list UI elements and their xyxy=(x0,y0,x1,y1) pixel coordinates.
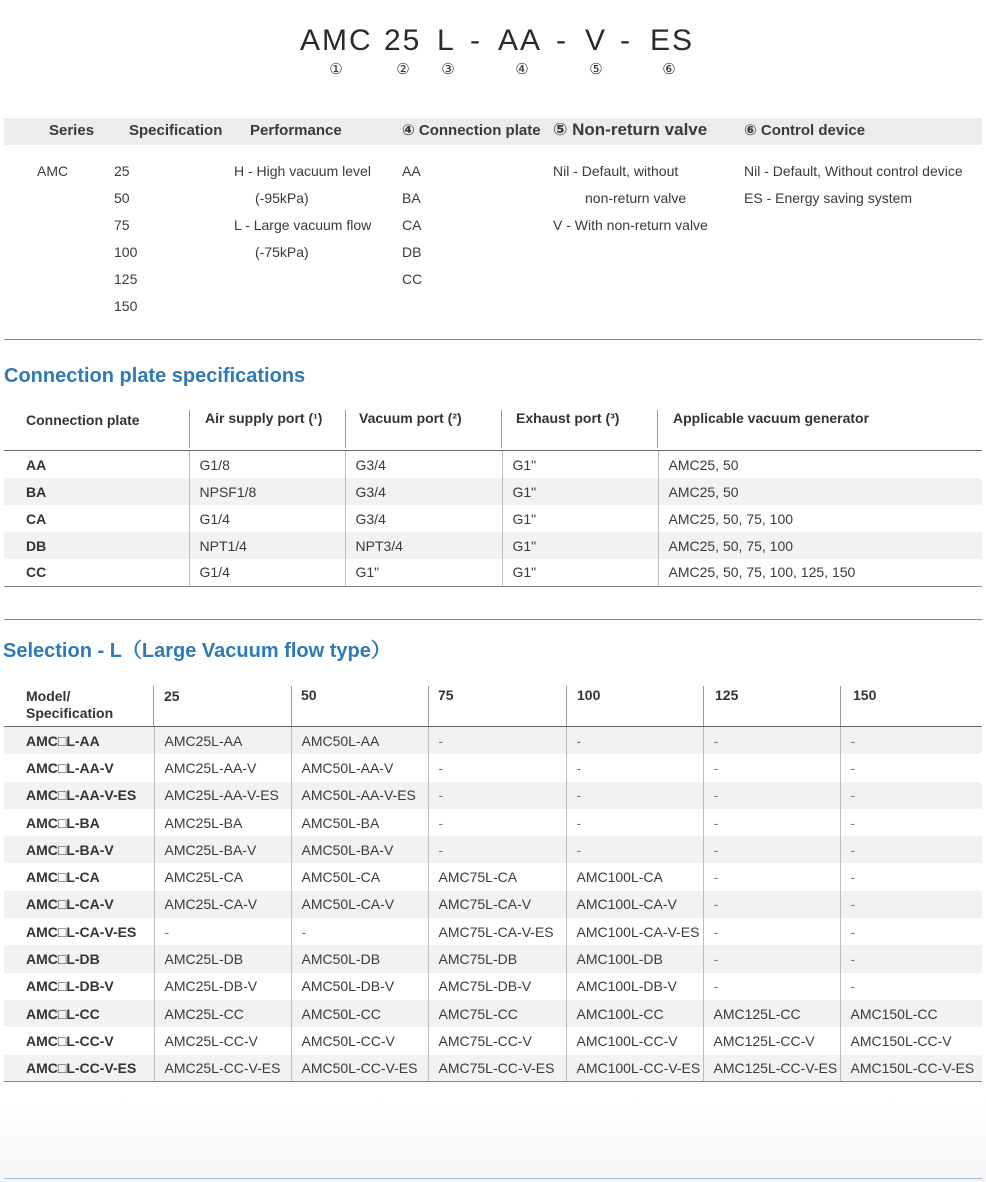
plate-item: CC xyxy=(402,271,423,287)
spec-100-cell: - xyxy=(566,754,703,781)
spec-list xyxy=(114,158,137,320)
spec-125-cell: - xyxy=(703,863,840,890)
table-row xyxy=(4,782,982,809)
plate-item: BA xyxy=(402,190,421,206)
spec-150-cell: AMC150L-CC-V xyxy=(840,1027,982,1054)
generator-cell: AMC25, 50 xyxy=(658,451,982,478)
spec-item: 25 xyxy=(114,163,130,179)
col-header: Connection plate xyxy=(26,412,140,428)
model-cell: AMC□L-CC xyxy=(4,1000,154,1027)
performance-large-value: (-75kPa) xyxy=(255,244,309,260)
spec-75-cell: - xyxy=(428,727,566,754)
spec-125-cell: - xyxy=(703,754,840,781)
spec-item: 150 xyxy=(114,298,138,314)
spec-75-cell: AMC75L-CC-V-ES xyxy=(428,1055,566,1082)
spec-50-cell: AMC50L-AA xyxy=(291,727,428,754)
spec-150-cell: - xyxy=(840,809,982,836)
spec-25-cell: AMC25L-AA-V-ES xyxy=(154,782,291,809)
model-cell: AMC□L-CC-V-ES xyxy=(4,1055,154,1082)
col-divider xyxy=(501,410,502,448)
spec-75-cell: - xyxy=(428,754,566,781)
col-divider xyxy=(291,686,292,726)
col-header: Exhaust port (³) xyxy=(516,410,620,426)
col-divider xyxy=(703,686,704,726)
spec-25-cell: AMC25L-DB xyxy=(154,945,291,972)
spec-150-cell: - xyxy=(840,754,982,781)
spec-item: 75 xyxy=(114,217,130,233)
marker-1: ① xyxy=(329,61,343,78)
code-dash: - xyxy=(620,24,632,57)
col-divider xyxy=(566,686,567,726)
spec-100-cell: AMC100L-DB-V xyxy=(566,973,703,1000)
spec-50-cell: AMC50L-CA-V xyxy=(291,891,428,918)
spec-150-cell: - xyxy=(840,918,982,945)
spec-100-cell: - xyxy=(566,727,703,754)
air-supply-cell: G1/4 xyxy=(189,505,345,532)
col-header: 25 xyxy=(164,688,180,704)
spec-50-cell: AMC50L-DB xyxy=(291,945,428,972)
spec-50-cell: AMC50L-CC xyxy=(291,1000,428,1027)
header-performance: Performance xyxy=(250,122,342,139)
spec-100-cell: AMC100L-CC-V xyxy=(566,1027,703,1054)
spec-50-cell: AMC50L-CC-V xyxy=(291,1027,428,1054)
table-row xyxy=(4,1055,982,1082)
spec-125-cell: AMC125L-CC-V xyxy=(703,1027,840,1054)
spec-25-cell: - xyxy=(154,918,291,945)
spec-50-cell: AMC50L-BA-V xyxy=(291,836,428,863)
spec-125-cell: AMC125L-CC-V-ES xyxy=(703,1055,840,1082)
exhaust-port-cell: G1" xyxy=(502,505,658,532)
spec-150-cell: - xyxy=(840,782,982,809)
connection-plate-table xyxy=(4,451,982,587)
spec-100-cell: AMC100L-CA xyxy=(566,863,703,890)
spec-100-cell: - xyxy=(566,809,703,836)
spec-125-cell: - xyxy=(703,836,840,863)
generator-cell: AMC25, 50, 75, 100, 125, 150 xyxy=(658,559,982,586)
generator-cell: AMC25, 50 xyxy=(658,478,982,505)
header-non-return-valve: ⑤ Non-return valve xyxy=(553,120,708,139)
spec-125-cell: - xyxy=(703,945,840,972)
plate-cell: CA xyxy=(26,510,47,527)
table-row xyxy=(4,451,982,478)
spec-150-cell: - xyxy=(840,891,982,918)
code-dash: - xyxy=(556,24,568,57)
col-header: Vacuum port (²) xyxy=(359,410,462,426)
spec-75-cell: - xyxy=(428,809,566,836)
air-supply-cell: G1/4 xyxy=(189,559,345,586)
table-row xyxy=(4,727,982,754)
table-row xyxy=(4,559,982,586)
model-cell: AMC□L-BA xyxy=(26,814,100,831)
spec-125-cell: - xyxy=(703,973,840,1000)
plate-item: DB xyxy=(402,244,422,260)
spec-150-cell: - xyxy=(840,945,982,972)
model-cell: AMC□L-BA-V xyxy=(4,836,154,863)
spec-125-cell: - xyxy=(703,727,840,754)
col-header: 150 xyxy=(853,687,877,703)
footer-rule xyxy=(4,1178,982,1179)
col-header: 100 xyxy=(577,687,601,703)
table-row xyxy=(4,945,982,972)
code-spec: 25 xyxy=(384,24,422,57)
air-supply-cell: NPSF1/8 xyxy=(189,478,345,505)
marker-4: ④ xyxy=(515,61,529,78)
table-row xyxy=(4,505,982,532)
page-footer-fade xyxy=(0,1100,986,1182)
section-title: Selection - L（Large Vacuum flow type） xyxy=(3,640,391,662)
spec-100-cell: AMC100L-CA-V xyxy=(566,891,703,918)
spec-125-cell: - xyxy=(703,891,840,918)
spec-100-cell: - xyxy=(566,836,703,863)
spec-50-cell: - xyxy=(291,918,428,945)
spec-150-cell: - xyxy=(840,863,982,890)
generator-cell: AMC25, 50, 75, 100 xyxy=(658,532,982,559)
col-header: Air supply port (¹) xyxy=(205,410,323,426)
table-row xyxy=(4,918,982,945)
control-nil: Nil - Default, Without control device xyxy=(744,163,963,179)
col-header: 75 xyxy=(438,687,454,703)
spec-25-cell: AMC25L-BA-V xyxy=(154,836,291,863)
spec-75-cell: AMC75L-CA-V-ES xyxy=(428,918,566,945)
marker-5: ⑤ xyxy=(589,61,603,78)
spec-25-cell: AMC25L-AA xyxy=(154,727,291,754)
header-specification: Specification xyxy=(129,122,223,139)
spec-25-cell: AMC25L-CC-V-ES xyxy=(154,1055,291,1082)
plate-cell: AA xyxy=(26,456,47,473)
air-supply-cell: G1/8 xyxy=(189,451,345,478)
air-supply-cell: NPT1/4 xyxy=(189,532,345,559)
spec-50-cell: AMC50L-CC-V-ES xyxy=(291,1055,428,1082)
control-es: ES - Energy saving system xyxy=(744,190,913,206)
plate-cell: DB xyxy=(4,532,189,559)
table-row xyxy=(4,891,982,918)
spec-125-cell: - xyxy=(703,782,840,809)
spec-25-cell: AMC25L-CC xyxy=(154,1000,291,1027)
spec-25-cell: AMC25L-CA xyxy=(154,863,291,890)
model-cell: AMC□L-AA-V-ES xyxy=(4,782,154,809)
table-row xyxy=(4,836,982,863)
marker-6: ⑥ xyxy=(662,61,676,78)
spec-75-cell: AMC75L-CA-V xyxy=(428,891,566,918)
table-row xyxy=(4,809,982,836)
valve-v: V - With non-return valve xyxy=(553,217,708,233)
table-row xyxy=(4,863,982,890)
col-divider xyxy=(840,686,841,726)
col-divider xyxy=(189,410,190,448)
spec-125-cell: - xyxy=(703,809,840,836)
connection-plate-list xyxy=(402,158,422,293)
spec-25-cell: AMC25L-BA xyxy=(154,809,291,836)
header-model-spec xyxy=(26,688,113,722)
col-header: 50 xyxy=(301,687,317,703)
table-row xyxy=(4,1027,982,1054)
spec-25-cell: AMC25L-CA-V xyxy=(154,891,291,918)
spec-100-cell: AMC100L-DB xyxy=(566,945,703,972)
spec-50-cell: AMC50L-BA xyxy=(291,809,428,836)
spec-125-cell: - xyxy=(703,918,840,945)
code-performance: L xyxy=(437,24,456,57)
spec-150-cell: - xyxy=(840,973,982,1000)
section-title: Connection plate specifications xyxy=(4,365,306,387)
spec-150-cell: AMC150L-CC-V-ES xyxy=(840,1055,982,1082)
series-value: AMC xyxy=(37,163,69,179)
code-series: AMC xyxy=(300,24,373,57)
generator-cell: AMC25, 50, 75, 100 xyxy=(658,505,982,532)
code-plate: AA xyxy=(498,24,543,57)
header-series: Series xyxy=(49,122,95,139)
vacuum-port-cell: G1" xyxy=(345,559,502,586)
spec-50-cell: AMC50L-AA-V xyxy=(291,754,428,781)
exhaust-port-cell: G1" xyxy=(502,451,658,478)
spec-50-cell: AMC50L-CA xyxy=(291,863,428,890)
performance-list xyxy=(234,158,371,266)
spec-150-cell: AMC150L-CC xyxy=(840,1000,982,1027)
table-row xyxy=(4,973,982,1000)
code-valve: V xyxy=(585,24,608,57)
spec-50-cell: AMC50L-AA-V-ES xyxy=(291,782,428,809)
performance-large: L - Large vacuum flow xyxy=(234,217,372,233)
header-control-device: ⑥ Control device xyxy=(744,122,866,139)
plate-cell: BA xyxy=(4,478,189,505)
marker-3: ③ xyxy=(441,61,455,78)
non-return-valve-list xyxy=(553,158,708,239)
divider xyxy=(4,619,982,620)
model-cell: AMC□L-DB-V xyxy=(26,978,114,995)
control-device-list xyxy=(744,158,963,212)
spec-125-cell: AMC125L-CC xyxy=(703,1000,840,1027)
table-row xyxy=(4,1000,982,1027)
spec-150-cell: - xyxy=(840,727,982,754)
exhaust-port-cell: G1" xyxy=(502,559,658,586)
spec-75-cell: AMC75L-CC xyxy=(428,1000,566,1027)
valve-nil: Nil - Default, without xyxy=(553,163,679,179)
vacuum-port-cell: G3/4 xyxy=(345,478,502,505)
exhaust-port-cell: G1" xyxy=(502,532,658,559)
spec-25-cell: AMC25L-CC-V xyxy=(154,1027,291,1054)
model-cell: AMC□L-CC-V xyxy=(26,1032,114,1049)
divider xyxy=(4,339,982,340)
table-row xyxy=(4,478,982,505)
spec-50-cell: AMC50L-DB-V xyxy=(291,973,428,1000)
table-row xyxy=(4,532,982,559)
vacuum-port-cell: G3/4 xyxy=(345,505,502,532)
code-control: ES xyxy=(650,24,695,57)
spec-item: 125 xyxy=(114,271,138,287)
model-cell: AMC□L-AA xyxy=(4,727,154,754)
model-cell: AMC□L-CA-V xyxy=(4,891,154,918)
header-connection-plate: ④ Connection plate xyxy=(402,122,541,139)
spec-item: 100 xyxy=(114,244,138,260)
plate-item: CA xyxy=(402,217,422,233)
spec-100-cell: AMC100L-CC xyxy=(566,1000,703,1027)
col-divider xyxy=(657,410,658,448)
spec-75-cell: - xyxy=(428,782,566,809)
spec-75-cell: AMC75L-CC-V xyxy=(428,1027,566,1054)
vacuum-port-cell: NPT3/4 xyxy=(345,532,502,559)
performance-high: H - High vacuum level xyxy=(234,163,371,179)
model-cell: AMC□L-CA xyxy=(26,869,100,886)
spec-75-cell: AMC75L-DB-V xyxy=(428,973,566,1000)
col-divider xyxy=(153,686,154,726)
header-line: Specification xyxy=(26,705,114,721)
table-row xyxy=(4,754,982,781)
spec-75-cell: - xyxy=(428,836,566,863)
col-divider xyxy=(428,686,429,726)
valve-nil-cont: non-return valve xyxy=(585,190,687,206)
code-dash: - xyxy=(470,24,482,57)
spec-100-cell: - xyxy=(566,782,703,809)
spec-25-cell: AMC25L-AA-V xyxy=(154,754,291,781)
model-cell: AMC□L-AA-V xyxy=(26,759,114,776)
spec-75-cell: AMC75L-DB xyxy=(428,945,566,972)
selection-table xyxy=(4,727,982,1082)
marker-2: ② xyxy=(396,61,410,78)
col-header: 125 xyxy=(715,687,739,703)
spec-150-cell: - xyxy=(840,836,982,863)
spec-item: 50 xyxy=(114,190,130,206)
model-cell: AMC□L-DB xyxy=(4,945,154,972)
col-header: Applicable vacuum generator xyxy=(673,410,870,426)
spec-100-cell: AMC100L-CA-V-ES xyxy=(566,918,703,945)
spec-25-cell: AMC25L-DB-V xyxy=(154,973,291,1000)
performance-high-value: (-95kPa) xyxy=(255,190,309,206)
vacuum-port-cell: G3/4 xyxy=(345,451,502,478)
spec-75-cell: AMC75L-CA xyxy=(428,863,566,890)
col-divider xyxy=(345,410,346,448)
exhaust-port-cell: G1" xyxy=(502,478,658,505)
spec-100-cell: AMC100L-CC-V-ES xyxy=(566,1055,703,1082)
model-cell: AMC□L-CA-V-ES xyxy=(26,923,137,940)
header-line: Model/ xyxy=(26,688,71,704)
plate-item: AA xyxy=(402,163,421,179)
plate-cell: CC xyxy=(4,559,189,586)
